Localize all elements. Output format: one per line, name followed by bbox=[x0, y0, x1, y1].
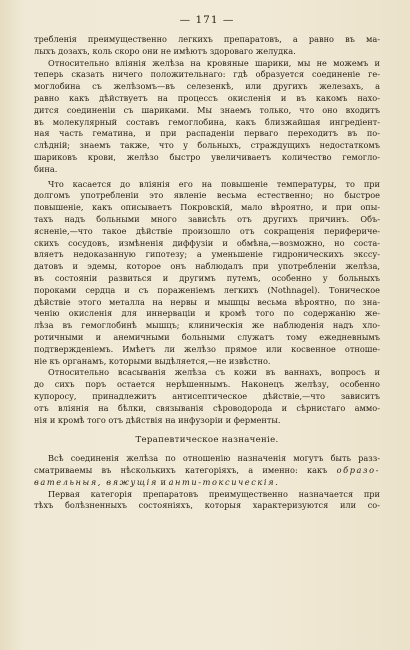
text-line: ная часть гематина, и при распаденіи перваго переходитъ въ по- bbox=[34, 128, 380, 139]
text-line: тахъ надъ больными много зависѣть отъ другихъ причинъ. Объ- bbox=[34, 213, 380, 224]
text-line: долгомъ употребленіи это явленіе весьма естественно; но быстрое bbox=[34, 190, 380, 201]
text-line: дится соединеніи съ шариками. Мы знаемъ только, что оно входитъ bbox=[34, 104, 380, 115]
text-line: равно какъ дѣйствуетъ на процессъ окисленія и въ какомъ нахо- bbox=[34, 92, 380, 103]
text-line: ротичными и анемичными больными служатъ тому ежедневнымъ bbox=[34, 331, 380, 342]
paragraph-6 bbox=[34, 489, 380, 513]
text-line: лыхъ дозахъ, коль скоро они не имѣютъ здороваго желудка. bbox=[34, 45, 296, 56]
paragraph-2 bbox=[34, 58, 380, 176]
text-line: Всѣ соединенія желѣза по отношенію назначенія могутъ быть разз- bbox=[48, 453, 380, 464]
text-line: требленія преимущественно легкихъ препаратовъ, а равно въ ма- bbox=[34, 34, 380, 44]
text-line: подтвержденіемъ. Имѣетъ ли желѣзо прямое или косвенное отноше- bbox=[34, 343, 380, 354]
emphasized-term: образо- bbox=[336, 465, 380, 476]
text-line: ясненіе,—что такое дѣйствіе произошло отъ сокращенія перифериче- bbox=[34, 225, 380, 236]
text-line: пороками сердца и съ пораженіемъ легкихъ (Nothnagel). Тоническое bbox=[34, 284, 380, 295]
text-line: Что касается до вліянія его на повышеніе температуры, то при bbox=[48, 178, 380, 189]
text-line: скихъ сосудовъ, измѣненія диффузіи и обмѣна,—возможно, но соста- bbox=[34, 237, 380, 248]
paragraph-1 bbox=[34, 34, 380, 58]
paragraph-4 bbox=[34, 367, 380, 426]
page-number: — 171 — bbox=[179, 14, 235, 26]
text-line: въ молекулярный составъ гемоглобина, какъ близжайшая ингредіент- bbox=[34, 116, 380, 127]
text-line: моглобина съ желѣзомъ—въ селезенкѣ, или другихъ железахъ, а bbox=[34, 81, 380, 92]
text-line: повышеніе, какъ описываетъ Покровскій, мало вѣроятно, и при опы- bbox=[34, 202, 380, 213]
section-heading: Терапевтическое назначеніе. bbox=[135, 435, 279, 446]
emphasized-term: анти-токсическія. bbox=[168, 476, 280, 487]
text-line: вляетъ недоказанную гипотезу; а уменьшеніе гидроническихъ экссу- bbox=[34, 249, 380, 260]
text-line: лѣза въ гемоглобинѣ мышцъ; клиническія же наблюденія надъ хло- bbox=[34, 320, 380, 331]
text-line: шариковъ крови, желѣзо быстро увеличиваетъ количество гемогло- bbox=[34, 151, 380, 162]
text-line: купоросу, принадлежитъ антисептическое дѣйствіе,—что зависитъ bbox=[34, 390, 380, 401]
text-line: ніе къ органамъ, которыми выдѣляется,—не извѣстно. bbox=[34, 355, 271, 366]
text-line: ченію окисленія для иннерваціи и кромѣ того по содержанію же- bbox=[34, 308, 380, 319]
text-line: Относительно вліянія желѣза на кровяные шарики, мы не можемъ и bbox=[48, 57, 380, 68]
text-line bbox=[34, 477, 380, 489]
text-line: въ состояніи развиться и другимъ путемъ, особенно у больныхъ bbox=[34, 272, 380, 283]
text-line: отъ вліянія на бѣлки, связыванія сѣроводорода и сѣрнистаго аммо- bbox=[34, 402, 380, 413]
text-line: Первая категорія препаратовъ преимущественно назначается при bbox=[48, 488, 380, 499]
text-line bbox=[34, 465, 380, 477]
text-run: сматриваемы въ нѣсколькихъ категоріяхъ, а именно: какъ bbox=[34, 465, 328, 476]
text-line: Относительно всасыванія желѣза съ кожи въ ваннахъ, вопросъ и bbox=[48, 367, 380, 378]
text-line: слѣдній; знаемъ также, что у больныхъ, страждущихъ недостаткомъ bbox=[34, 140, 380, 151]
text-line: нія и кромѣ того отъ дѣйствія на инфузоріи и ферменты. bbox=[34, 414, 281, 425]
text-line: бина. bbox=[34, 163, 58, 174]
paragraph-5 bbox=[34, 453, 380, 488]
text-run: и bbox=[157, 476, 169, 487]
text-line: до сихъ поръ остается нерѣшеннымъ. Наконецъ желѣзу, особенно bbox=[34, 379, 380, 390]
paragraph-3 bbox=[34, 179, 380, 368]
text-line: тѣхъ болѣзненныхъ состояніяхъ, которыя характеризуются или со- bbox=[34, 500, 380, 511]
text-line: теперь сказать ничего положительнаго: гдѣ образуется соединеніе ге- bbox=[34, 69, 380, 80]
text-line: датовъ и эдемы, которое онъ наблюдалъ при употребленіи желѣза, bbox=[34, 261, 380, 272]
text-line: дѣйствіе этого металла на нервы и мышцы весьма вѣроятно, по зна- bbox=[34, 296, 380, 307]
emphasized-term: вательныя, вяжущія bbox=[34, 476, 158, 487]
